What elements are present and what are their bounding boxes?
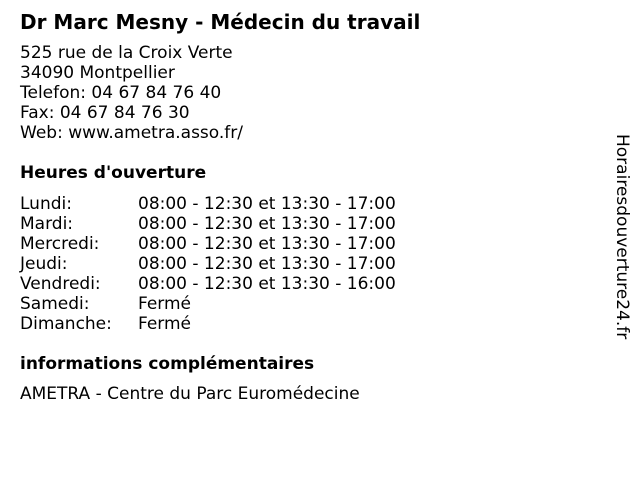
day-label: Samedi: [20,294,90,314]
day-label: Jeudi: [20,254,68,274]
hours-row-sunday [20,314,396,334]
address-street: 525 rue de la Croix Verte [20,43,233,63]
additional-info-text: AMETRA - Centre du Parc Euromédecine [20,384,360,404]
hours-row-tuesday [20,214,396,234]
hours-value: 08:00 - 12:30 et 13:30 - 17:00 [138,234,396,254]
hours-value: 08:00 - 12:30 et 13:30 - 17:00 [138,214,396,234]
brand-vertical-text: Horairesdouverture24.fr [612,134,632,340]
day-label: Dimanche: [20,314,112,334]
day-label: Mardi: [20,214,74,234]
hours-value: Fermé [138,294,192,314]
address-block [20,43,243,143]
hours-row-monday [20,194,396,214]
hours-row-friday [20,274,396,294]
phone-number: Telefon: 04 67 84 76 40 [20,83,222,103]
opening-hours-table [20,194,396,334]
hours-value: 08:00 - 12:30 et 13:30 - 17:00 [138,254,396,274]
day-label: Mercredi: [20,234,100,254]
day-label: Lundi: [20,194,72,214]
hours-value: 08:00 - 12:30 et 13:30 - 17:00 [138,194,396,214]
hours-row-saturday [20,294,396,314]
hours-row-wednesday [20,234,396,254]
opening-hours-heading: Heures d'ouverture [20,163,207,183]
day-label: Vendredi: [20,274,101,294]
fax-number: Fax: 04 67 84 76 30 [20,103,190,123]
hours-value: 08:00 - 12:30 et 13:30 - 16:00 [138,274,396,294]
hours-value: Fermé [138,314,192,334]
brand-watermark [610,134,634,374]
page-title: Dr Marc Mesny - Médecin du travail [20,10,421,34]
website-link[interactable]: Web: www.ametra.asso.fr/ [20,123,244,143]
hours-row-thursday [20,254,396,274]
address-city: 34090 Montpellier [20,63,175,83]
additional-info-heading: informations complémentaires [20,354,315,374]
